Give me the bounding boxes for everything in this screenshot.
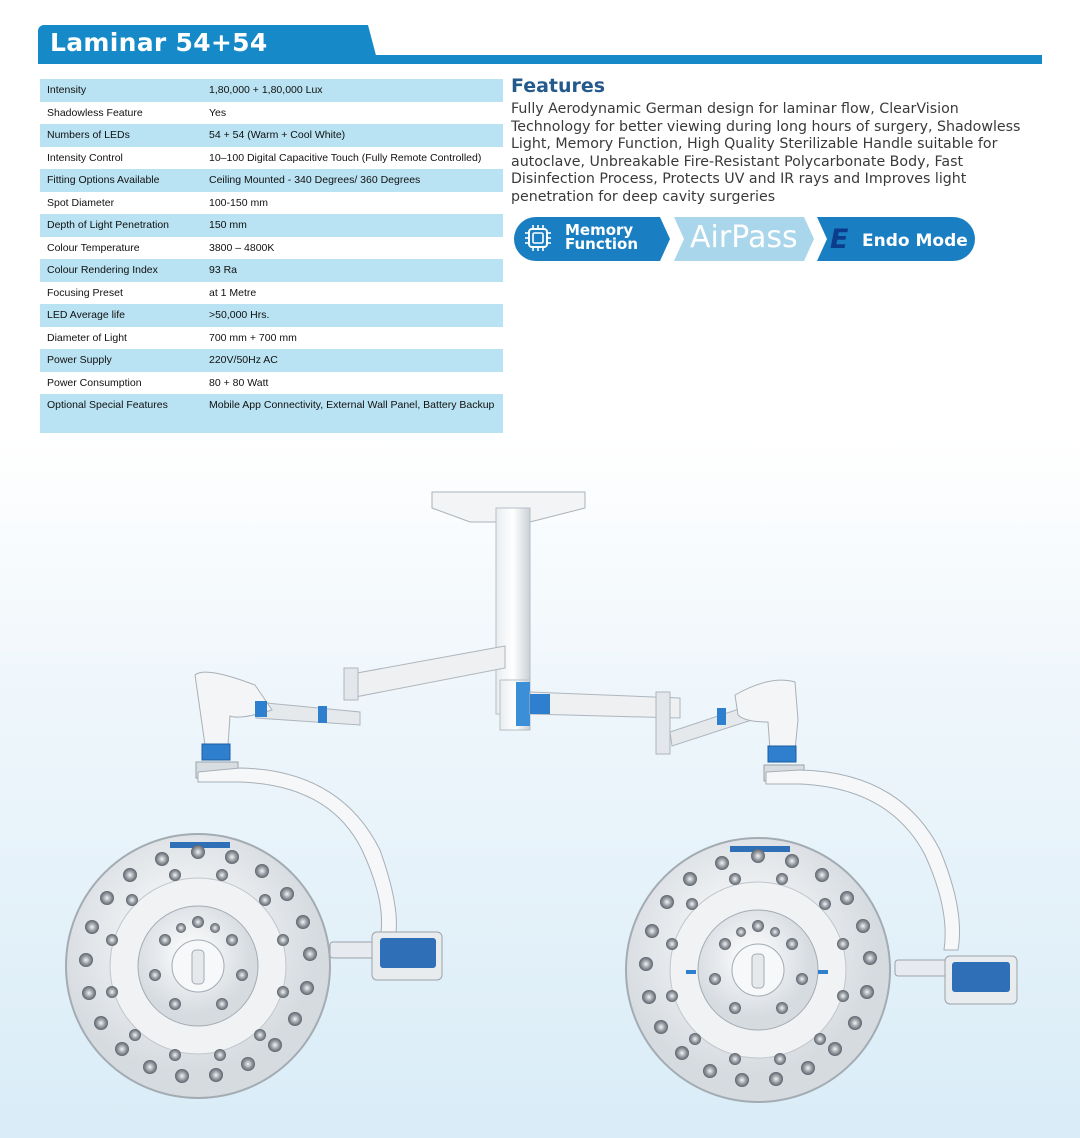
spec-value: 220V/50Hz AC xyxy=(202,349,503,372)
spec-value: 10–100 Digital Capacitive Touch (Fully Remote Controlled) xyxy=(202,147,503,170)
spec-row xyxy=(40,147,503,170)
spec-row xyxy=(40,214,503,237)
spec-row xyxy=(40,192,503,215)
left-light-head xyxy=(66,834,330,1098)
features-text: Fully Aerodynamic German design for laminar flow, ClearVision Technology for better viewing during long hours of surgery, Shadowless Light, Memory Function, High Quality Sterilizable Handle suitable for autoclave, Unbreakable Fire-Resistant Polycarbonate Body, Fast Disinfection Process, Protects UV and IR rays and Improves light penetration for deep cavity surgeries xyxy=(511,101,1021,205)
spec-label: Power Consumption xyxy=(40,372,202,395)
spec-row xyxy=(40,169,503,192)
features-heading: Features xyxy=(511,75,606,97)
spec-value: 1,80,000 + 1,80,000 Lux xyxy=(202,79,503,102)
spec-label: Depth of Light Penetration xyxy=(40,214,202,237)
spec-label: Numbers of LEDs xyxy=(40,124,202,147)
spec-label: Colour Temperature xyxy=(40,237,202,260)
spec-value: at 1 Metre xyxy=(202,282,503,305)
spec-value: 700 mm + 700 mm xyxy=(202,327,503,350)
spec-row xyxy=(40,79,503,102)
right-light-head xyxy=(626,838,890,1102)
spec-label: Shadowless Feature xyxy=(40,102,202,125)
spec-row xyxy=(40,124,503,147)
spec-value: 150 mm xyxy=(202,214,503,237)
spec-label: LED Average life xyxy=(40,304,202,327)
spec-row xyxy=(40,237,503,260)
spec-row xyxy=(40,102,503,125)
airpass-label xyxy=(690,220,798,255)
airpass-pass: Pass xyxy=(731,220,798,255)
chip-icon xyxy=(523,223,553,253)
spec-row xyxy=(40,282,503,305)
spec-value: 93 Ra xyxy=(202,259,503,282)
spec-value: 3800 – 4800K xyxy=(202,237,503,260)
spec-label: Fitting Options Available xyxy=(40,169,202,192)
spec-value: 100-150 mm xyxy=(202,192,503,215)
page-title: Laminar 54+54 xyxy=(50,28,268,57)
memory-function-label xyxy=(565,223,638,251)
memory-line2: Function xyxy=(565,235,639,253)
endo-e-icon: E xyxy=(830,224,849,255)
spec-value: Ceiling Mounted - 340 Degrees/ 360 Degrees xyxy=(202,169,503,192)
product-image xyxy=(0,470,1080,1138)
spec-value: Mobile App Connectivity, External Wall Panel, Battery Backup xyxy=(202,394,503,433)
spec-row xyxy=(40,304,503,327)
spec-label: Colour Rendering Index xyxy=(40,259,202,282)
spec-row xyxy=(40,349,503,372)
spec-row xyxy=(40,259,503,282)
spec-value: 54 + 54 (Warm + Cool White) xyxy=(202,124,503,147)
spec-table xyxy=(40,79,503,433)
spec-row xyxy=(40,394,503,433)
spec-label: Optional Special Features xyxy=(40,394,202,433)
spec-label: Spot Diameter xyxy=(40,192,202,215)
memory-line1: Memory xyxy=(565,221,634,239)
spec-label: Intensity Control xyxy=(40,147,202,170)
spec-row xyxy=(40,327,503,350)
spec-value: >50,000 Hrs. xyxy=(202,304,503,327)
spec-value: 80 + 80 Watt xyxy=(202,372,503,395)
endo-mode-label: Endo Mode xyxy=(862,231,968,251)
spec-value: Yes xyxy=(202,102,503,125)
spec-label: Diameter of Light xyxy=(40,327,202,350)
airpass-air: Air xyxy=(690,220,732,255)
spec-label: Focusing Preset xyxy=(40,282,202,305)
spec-label: Intensity xyxy=(40,79,202,102)
spec-label: Power Supply xyxy=(40,349,202,372)
spec-row xyxy=(40,372,503,395)
